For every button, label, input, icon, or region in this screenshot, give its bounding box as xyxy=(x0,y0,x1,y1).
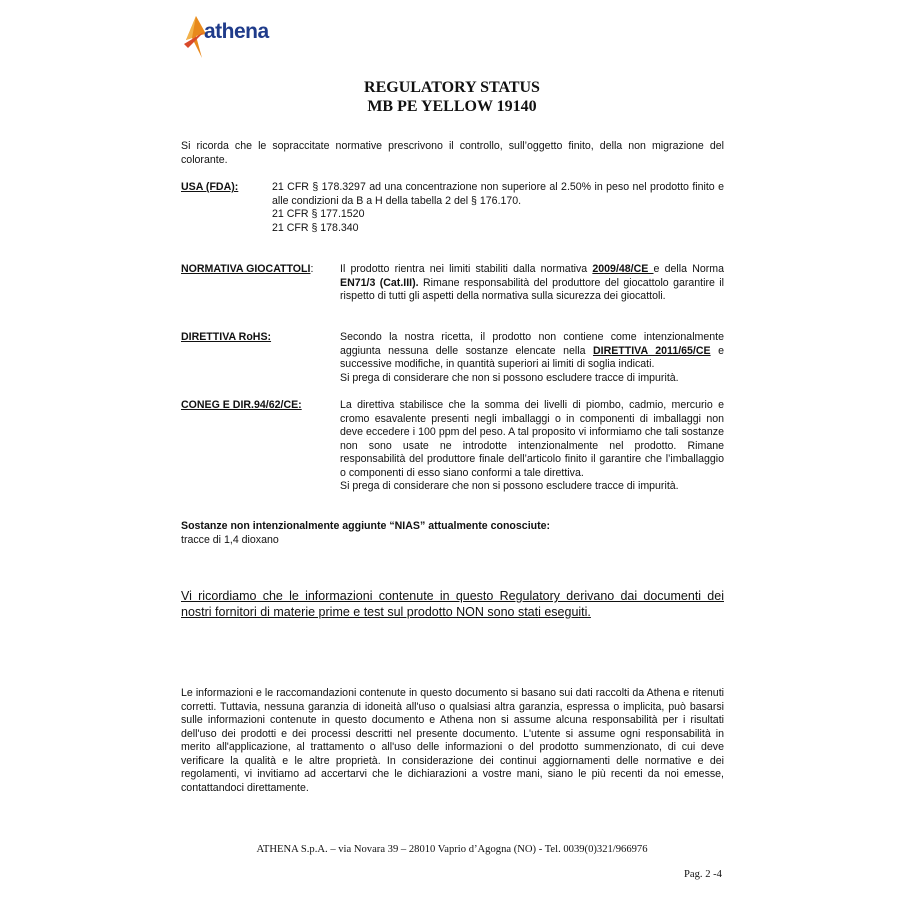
toys-text-2: e della Norma xyxy=(653,263,724,275)
coneg-label: CONEG E DIR.94/62/CE: xyxy=(181,399,302,411)
page-number: Pag. 2 -4 xyxy=(684,869,722,880)
usa-fda-label: USA (FDA): xyxy=(181,181,239,193)
toys-section-text xyxy=(340,263,724,304)
usa-fda-line-2: 21 CFR § 177.1520 xyxy=(272,208,365,220)
company-logo xyxy=(182,14,282,60)
rohs-text-2: e successive modifiche, in quantità superiori ai limiti di soglia indicati. xyxy=(340,344,725,370)
usa-fda-line-1: 21 CFR § 178.3297 ad una concentrazione non superiore al 2.50% in peso nel prodotto finito e alle condizioni da B a H della tabella 2 del § 176.170. xyxy=(272,181,724,207)
nias-section xyxy=(181,520,550,547)
toys-label: NORMATIVA GIOCATTOLI xyxy=(181,263,311,275)
nias-value: tracce di 1,4 dioxano xyxy=(181,533,279,546)
coneg-section-text xyxy=(340,399,724,494)
disclaimer-text: Le informazioni e le raccomandazioni contenute in questo documento si basano sui dati raccolti da Athena e ritenuti corretti. Tuttavia, nessuna garanzia di idoneità all'uso o qualsiasi altra garanzia, espressa o implicita, può basarsi sulle informazioni contenute in questo documento e Athena non si assume alcuna responsabilità per i risultati dell'uso dei prodotti e dei processi descritti nel presente documento. L'utente si assume ogni responsabilità in merito all'applicazione, al trattamento o all'uso delle informazioni o del prodotto summenzionato, di cui deve verificare la qualità e le altre proprietà. In considerazione dei continui aggiornamenti delle normative e dei regolamenti, vi invitiamo ad accertarvi che le dichiarazioni a vostre mani, siano le più recenti da noi emesse, contattandoci direttamente. xyxy=(181,687,724,794)
page-title xyxy=(0,78,904,116)
toys-text-3: Rimane responsabilità del produttore del giocattolo garantire il rispetto di tutti gli aspetti della normativa sulla sicurezza dei giocattoli. xyxy=(340,276,724,302)
rohs-label: DIRETTIVA RoHS: xyxy=(181,331,272,343)
rohs-section-text xyxy=(340,331,724,385)
footer-address: ATHENA S.p.A. – via Novara 39 – 28010 Vaprio d’Agogna (NO) - Tel. 0039(0)321/966976 xyxy=(256,844,648,855)
logo-text: athena xyxy=(204,20,269,43)
toys-label-colon: : xyxy=(310,263,314,275)
rohs-ref-directive: DIRETTIVA 2011/65/CE xyxy=(592,344,711,357)
intro-text: Si ricorda che le sopraccitate normative prescrivono il controllo, sull’oggetto finito, della non migrazione del colorante. xyxy=(181,140,724,166)
rohs-text-1: Secondo la nostra ricetta, il prodotto non contiene come intenzionalmente aggiunta nessuna delle sostanze elencate nella xyxy=(340,331,724,357)
coneg-paragraph: La direttiva stabilisce che la somma dei livelli di piombo, cadmio, mercurio e cromo esavalente presenti negli imballaggi o in componenti di imballaggi non deve eccedere i 100 ppm del peso. A tal proposito vi informiamo che tali sostanze non sono usate ne introdotte intenzionalmente nel prodotto. Rimane responsabilità del produttore finale dell’articolo finito il garantire che l’imballaggio o componenti di esso siano conformi a tale direttiva. xyxy=(340,399,724,479)
usa-fda-line-3: 21 CFR § 178.340 xyxy=(272,221,359,234)
rohs-paragraph xyxy=(340,331,724,372)
toys-ref-en71: EN71/3 (Cat.III). xyxy=(340,276,419,289)
supplier-notice: Vi ricordiamo che le informazioni contenute in questo Regulatory derivano dai documenti dei nostri fornitori di materie prime e test sul prodotto NON sono stati eseguiti. xyxy=(181,589,724,619)
toys-label-wrap xyxy=(181,263,313,277)
usa-fda-section xyxy=(272,181,724,235)
nias-heading: Sostanze non intenzionalmente aggiunte “NIAS” attualmente conosciute: xyxy=(181,520,551,532)
title-line-1: REGULATORY STATUS xyxy=(364,79,540,96)
toys-ref-2009-48: 2009/48/CE xyxy=(592,263,654,275)
coneg-impurity-note: Si prega di considerare che non si possono escludere tracce di impurità. xyxy=(340,480,679,492)
title-line-2: MB PE YELLOW 19140 xyxy=(367,98,537,115)
rohs-impurity-note: Si prega di considerare che non si possono escludere tracce di impurità. xyxy=(340,371,679,384)
toys-text-1: Il prodotto rientra nei limiti stabiliti dalla normativa xyxy=(340,263,593,275)
